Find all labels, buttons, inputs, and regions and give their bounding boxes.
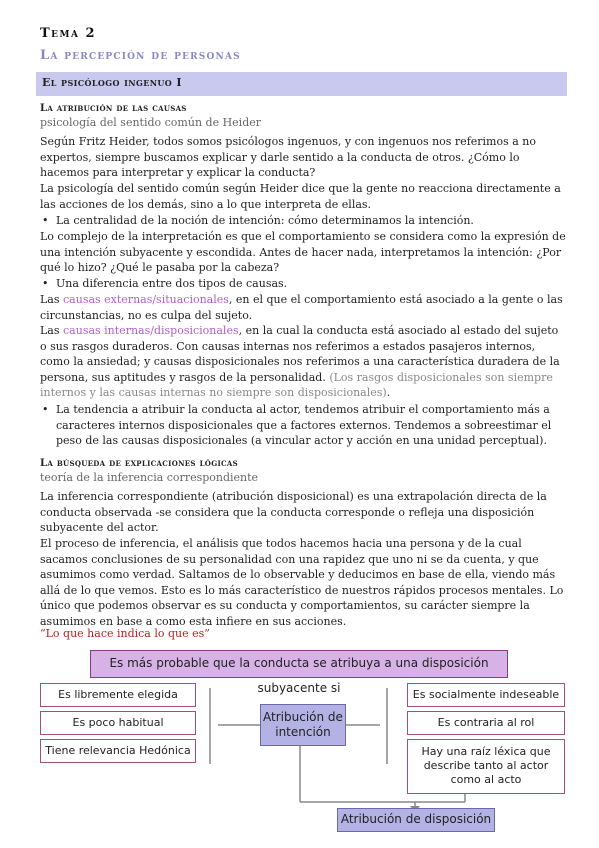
center-intention [260, 704, 346, 746]
subheading-atribucion: psicología del sentido común de Heider [40, 116, 262, 129]
condition-left-2: Es poco habitual [40, 711, 196, 735]
bullet-icon: • [42, 214, 49, 227]
paragraph: Según Fritz Heider, todos somos psicólogos ingenuos, y con ingenuos nos referimos a no expertos, siempre buscamos explicar y darle sentido a la conducta de otros. ¿Cómo lo hacemos para interpretar y explicar la conducta? [40, 135, 537, 180]
paragraph: La inferencia correspondiente (atribución disposicional) es una extrapolación directa de la conducta observada -se considera que la conducta corresponde o refleja una disposición subyacente del actor. [40, 490, 547, 535]
bullet-text: La centralidad de la noción de intención: cómo determinamos la intención. [56, 214, 474, 227]
condition-left-3: Tiene relevancia Hedónica [40, 739, 196, 763]
bullet-icon: • [42, 277, 49, 290]
heading-atribucion: La atribución de las causas [40, 103, 187, 114]
disposition-attribution: Atribución de disposición [337, 808, 495, 832]
condition-right-3 [407, 739, 565, 794]
heading-busqueda: La búsqueda de explicaciones lógicas [40, 458, 238, 469]
paragraph: El proceso de inferencia, el análisis que todos hacemos hacia una persona y de la cual sacamos conclusiones de su personalidad con una rapidez que uno ni se da cuenta, y que asumimos como verdad. Saltamos de lo observable y deducimos en base de ella, viendo más allá de lo que vemos. Esto es lo más característico de nuestros rápidos procesos mentales. Lo único que podemos observar es su conducta y comportamientos, su carácter siempre la asumimos en base a como esta infiere en sus acciones. [40, 537, 564, 628]
highlight-internal: causas internas/disposicionales [63, 324, 239, 337]
condition-right-2: Es contraria al rol [407, 711, 565, 735]
diagram-top-condition: Es más probable que la conducta se atribuya a una disposición subyacente si [90, 650, 508, 678]
text: , en el que el comportamiento está asociado a la gente o las circunstancias, no es culpa del sujeto. [40, 293, 563, 322]
text: , en la cual la conducta está asociado al estado del sujeto o sus rasgos duraderos. Con causas internas nos referimos a estados pasajeros internos, como la ansiedad; y causas disposicionales nos referimos a una característica duradera de la persona, sus aptitudes y rasgos de la personalidad. [40, 324, 560, 384]
line: intención [275, 725, 331, 739]
chapter-title: Tema 2 [40, 26, 97, 41]
bullet-text: Una diferencia entre dos tipos de causas. [56, 277, 288, 290]
line: Atribución de [263, 710, 343, 724]
chapter-subtitle: La percepción de personas [40, 48, 241, 63]
condition-right-1: Es socialmente indeseable [407, 683, 565, 707]
paragraph: La psicología del sentido común según Heider dice que la gente no reacciona directamente a las acciones de los demás, sino a lo que interpreta de ellas. [40, 182, 561, 211]
text: Las [40, 293, 64, 306]
quote: “Lo que hace indica lo que es” [40, 627, 210, 640]
paragraph: Lo complejo de la interpretación es que el comportamiento se considera como la expresión de una intención subyacente y escondida. Antes de hacer nada, interpretamos la intención: ¿Por qué lo hizo? ¿Qué le pasaba por la cabeza? [40, 230, 566, 275]
note-gray: (Los rasgos disposicionales son siempre internos y las causas internas no siempre son disposicionales) [40, 370, 553, 400]
bullet-text: La tendencia a atribuir la conducta al actor, tendemos atribuir el comportamiento más a caracteres internos disposicionales que a factores externos. Tendemos a sobreestimar el peso de las causas disposicionales (a vincular actor y acción en una unidad perceptual). [56, 403, 552, 448]
text: . [386, 386, 391, 400]
subheading-busqueda: teoría de la inferencia correspondiente [40, 471, 259, 484]
line: describe tanto al actor [423, 759, 549, 772]
line: Hay una raíz léxica que [421, 745, 551, 758]
bullet-icon: • [42, 403, 49, 416]
text: Las [40, 324, 64, 337]
section-title: El psicólogo ingenuo I [42, 76, 182, 89]
condition-left-1: Es libremente elegida [40, 683, 196, 707]
line: como al acto [450, 773, 522, 786]
highlight-external: causas externas/situacionales [63, 293, 229, 306]
